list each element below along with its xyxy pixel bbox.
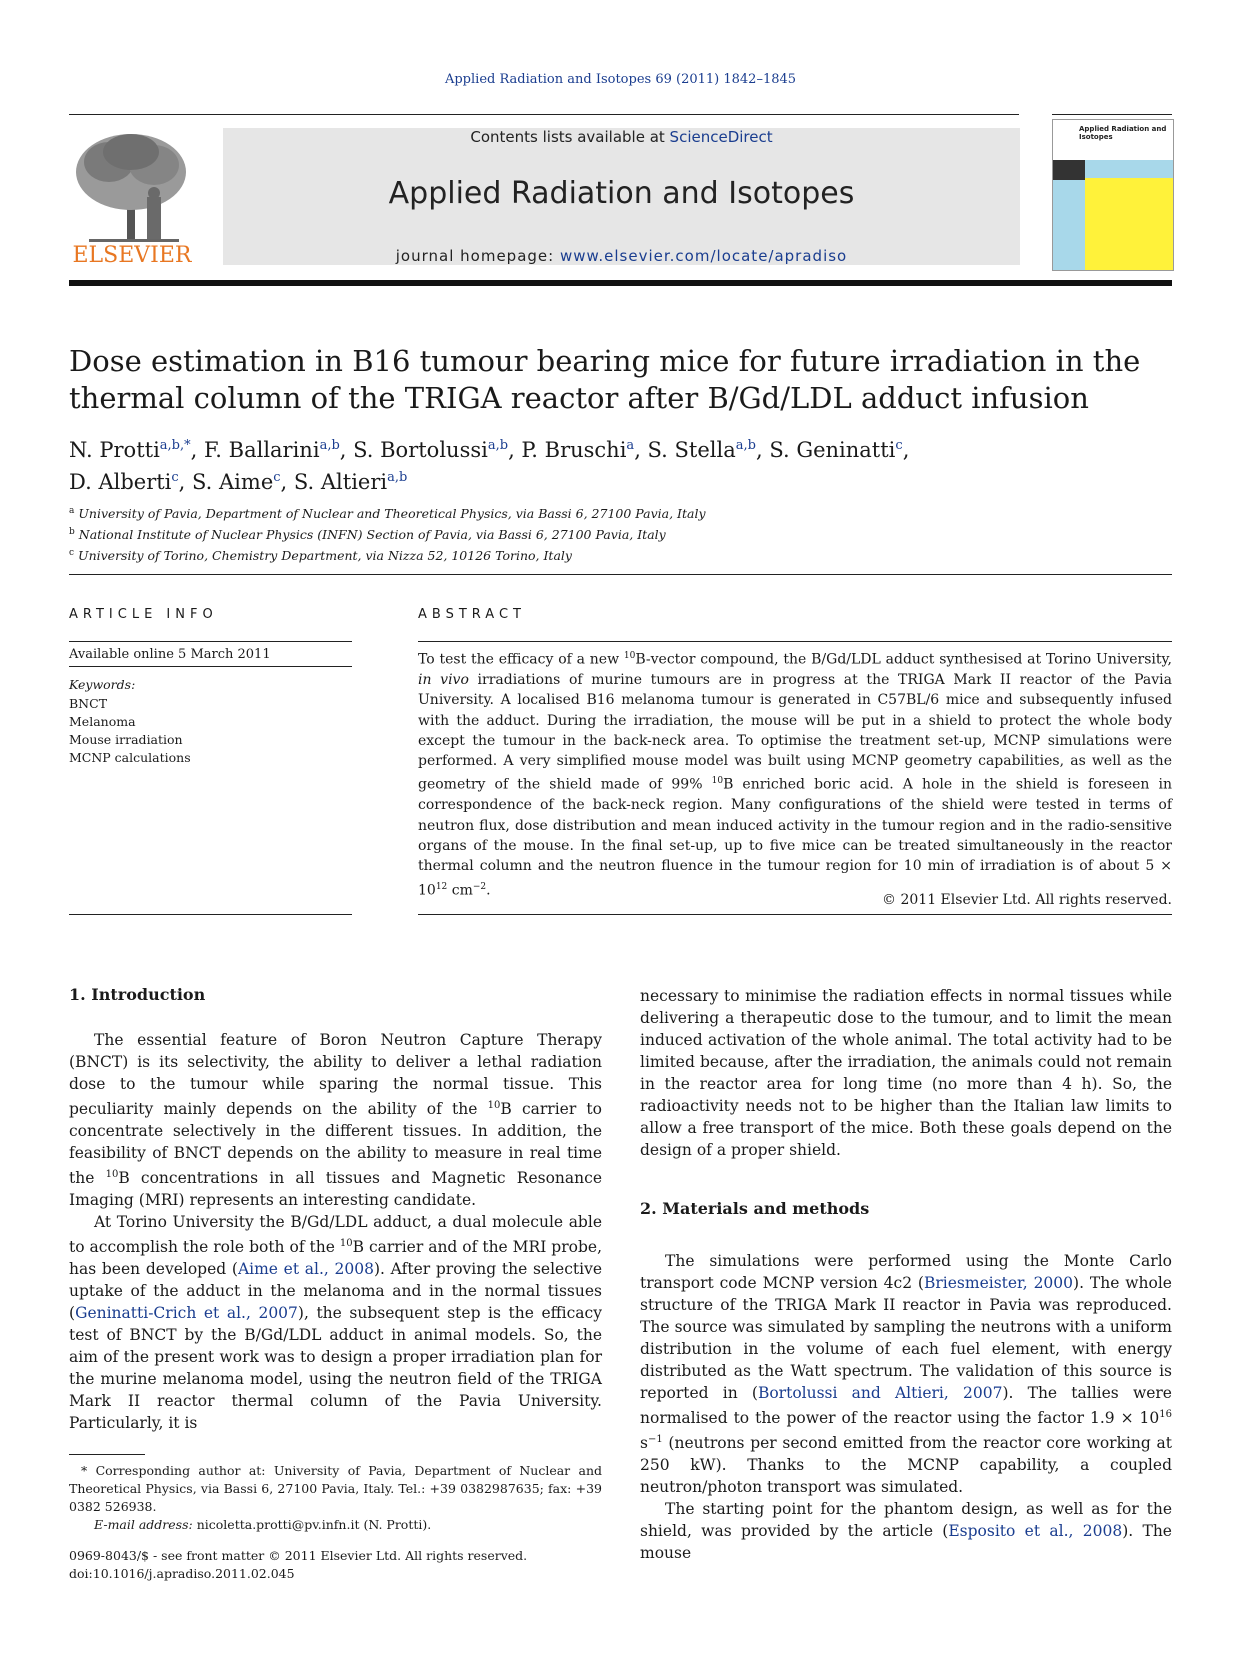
author: S. Stella$^{a,b}$, [647,438,770,462]
info-rule [69,641,352,642]
email-line: E-mail address: nicoletta.protti@pv.infn.it (N. Protti). [94,1517,432,1532]
paragraph: At Torino University the B/Gd/LDL adduct, a dual molecule able to accomplish the role both of the $^{10}$B carrier and of the MRI probe, has been developed (Aime et al., 2008). After proving the selective uptake of the adduct in the melanoma and in the normal tissues (Geninatti-Crich et al., 2007), the subsequent step is the efficacy test of BNCT by the B/Gd/LDL adduct in animal models. So, the aim of the present work was to design a proper irradiation plan for the murine melanoma model, using the neutron field of the TRIGA Mark II reactor thermal column of the Pavia University. Particularly, it is [69,1213,603,1433]
journal-cover-thumbnail[interactable] [1052,119,1174,271]
reference-link[interactable]: Esposito et al., 2008 [948,1522,1123,1541]
doi-line[interactable]: doi:10.1016/j.apradiso.2011.02.045 [69,1566,295,1581]
footnote-rule [69,1454,145,1455]
methods-heading: 2. Materials and methods [640,1199,870,1218]
journal-title: Applied Radiation and Isotopes [388,176,855,211]
sciencedirect-link[interactable]: ScienceDirect [669,128,773,146]
author-affil-link[interactable]: a,b [487,438,509,453]
author: S. Altieri$^{a,b}$ [293,470,408,494]
author: S. Aime$^c$, [192,470,294,494]
author-affil-link[interactable]: a,b, [159,438,185,453]
author-affil-link[interactable]: a [626,438,635,453]
author: S. Geninatti$^c$, [769,438,910,462]
paragraph: The simulations were performed using the Monte Carlo transport code MCNP version 4c2 (Briesmeister, 2000). The whole structure of the TRIGA Mark II reactor in Pavia was reproduced. The source was simulated by sampling the neutrons with a uniform distribution in the volume of each fuel element, with energy distributed as the Watt spectrum. The validation of this source is reported in (Bortolussi and Altieri, 2007). The tallies were normalised to the power of the reactor using the factor $1.9 \times 10^{16}$ $s^{-1}$ (neutrons per second emitted from the reactor core working at 250 kW). Thanks to the MCNP capability, a coupled neutron/photon transport was simulated. [640,1252,1172,1497]
affiliations [69,502,1172,565]
cover-title: Applied Radiation and Isotopes [1079,125,1167,141]
introduction-continued [640,985,1172,1161]
info-rule [69,914,352,915]
available-online: Available online 5 March 2011 [69,647,271,662]
paragraph: The essential feature of Boron Neutron Capture Therapy (BNCT) is its selectivity, the ability to deliver a lethal radiation dose to the tumour while sparing the normal tissue. This peculiarity mainly depends on the ability of the $^{10}$B carrier to concentrate selectively in the different tissues. In addition, the feasibility of BNCT depends on the ability to measure in real time the $^{10}$B concentrations in all tissues and Magnetic Resonance Imaging (MRI) represents an interesting candidate. [69,1031,602,1210]
homepage-line [223,247,1020,265]
homepage-link[interactable]: www.elsevier.com/locate/apradiso [559,247,848,265]
author-affil-link[interactable]: a,b [387,470,408,485]
author-affil-link[interactable]: a,b [735,438,756,453]
cover-yellow-panel [1085,178,1173,270]
header-thick-rule [69,280,1172,286]
homepage-prefix: journal homepage: [395,247,560,265]
author: D. Alberti$^c$, [69,470,193,494]
corresponding-star[interactable]: * [184,438,191,453]
journal-citation[interactable]: Applied Radiation and Isotopes 69 (2011) 1842–1845 [444,72,797,87]
reference-link[interactable]: Geninatti-Crich et al., 2007 [75,1304,298,1323]
abstract-rule [418,914,1172,915]
keyword: Mouse irradiation [69,732,183,747]
author-affil-link[interactable]: c [171,470,179,485]
affiliation: $^c$ University of Torino, Chemistry Department, via Nizza 52, 10126 Torino, Italy [69,548,572,564]
author-list [69,432,1172,496]
issn-line: 0969-8043/$ - see front matter © 2011 Elsevier Ltd. All rights reserved. [69,1548,528,1563]
keywords-label: Keywords: [69,677,136,692]
affiliation: $^b$ National Institute of Nuclear Physics (INFN) Section of Pavia, via Bassi 6, 27100 Pavia, Italy [69,527,666,543]
header-rule [69,114,1019,115]
keyword: BNCT [69,696,108,711]
affiliation: $^a$ University of Pavia, Department of Nuclear and Theoretical Physics, via Bassi 6, 27100 Pavia, Italy [69,506,706,522]
footnote-text: * Corresponding author at: University of Pavia, Department of Nuclear and Theoretical Physics, via Bassi 6, 27100 Pavia, Italy. Tel.: +39 0382987635; fax: +39 0382 526938. [69,1463,602,1514]
section-rule [69,574,1172,575]
author: F. Ballarini$^{a,b}$, [204,438,354,462]
journal-banner [223,128,1020,265]
paragraph: necessary to minimise the radiation effects in normal tissues while delivering a therapeutic dose to the tumour, and to limit the mean induced activation of the whole animal. The total activity had to be limited because, after the irradiation, the animals could not remain in the reactor area for long time (no more than 4 h). So, the radioactivity needs not to be higher than the Italian law limits to allow a free transport of the mice. Both these goals depend on the design of a proper shield. [640,987,1172,1159]
contents-line [223,128,1020,146]
keyword: Melanoma [69,714,136,729]
info-rule [69,666,352,667]
abstract-text: To test the efficacy of a new $^{10}$B-vector compound, the B/Gd/LDL adduct synthesised at Torino University, in vivo irradiations of murine tumours are in progress at the TRIGA Mark II reactor of the Pavia University. A localised B16 melanoma tumour is generated in C57BL/6 mice and subsequently infused with the adduct. During the irradiation, the mouse will be put in a shield to protect the whole body except the tumour in the back-neck area. To optimise the treatment set-up, MCNP simulations were performed. A very simplified mouse model was built using MCNP geometry capabilities, as well as the geometry of the shield made of 99% $^{10}$B enriched boric acid. A hole in the shield is foreseen in correspondence of the back-neck region. Many configurations of the shield were tested in terms of neutron flux, dose distribution and mean induced activity in the tumour region and in the radio-sensitive organs of the mouse. In the final set-up, up to five mice can be treated simultaneously in the reactor thermal column and the neutron fluence in the tumour region for 10 min of irradiation is of about $5 \times 10^{12}$ $cm^{-2}$. [418,651,1172,899]
article-info-heading: ARTICLE INFO [69,607,218,622]
header-rule-right [1052,114,1172,115]
reference-link[interactable]: Briesmeister, 2000 [923,1274,1074,1292]
introduction-text [69,1029,602,1434]
abstract-heading: ABSTRACT [418,607,526,622]
methods-text [640,1250,1172,1564]
author-affil-link[interactable]: c [273,470,281,485]
email-link[interactable]: nicoletta.protti@pv.infn.it [196,1517,360,1532]
author: S. Bortolussi$^{a,b}$, [353,438,522,462]
contents-prefix: Contents lists available at [470,128,670,146]
publisher-name: ELSEVIER [72,243,192,268]
reference-link[interactable]: Bortolussi and Altieri, 2007 [757,1384,1003,1402]
reference-link[interactable]: Aime et al., 2008 [237,1260,374,1279]
front-matter [69,1547,527,1583]
author: N. Protti$^{a,b,*}$, [69,438,204,462]
keyword: MCNP calculations [69,750,191,765]
elsevier-logo[interactable] [69,127,195,267]
cover-dark-panel [1053,160,1085,180]
abstract-rule [418,641,1172,642]
author-affil-link[interactable]: c [895,438,903,453]
author: P. Bruschi$^a$, [521,438,648,462]
copyright: © 2011 Elsevier Ltd. All rights reserved. [882,892,1172,908]
author-affil-link[interactable]: a,b [319,438,340,453]
corresponding-author-footnote [69,1462,602,1534]
introduction-heading: 1. Introduction [69,985,206,1004]
title-line-2: thermal column of the TRIGA reactor after B/Gd/LDL adduct infusion [69,381,1089,415]
paragraph: The starting point for the phantom design, as well as for the shield, was provided by the article (Esposito et al., 2008). The mouse [640,1500,1172,1563]
title-line-1: Dose estimation in B16 tumour bearing mice for future irradiation in the [69,344,1141,378]
keywords-list [69,695,191,767]
article-title [69,343,1172,417]
cover-blue-strip [1085,160,1173,178]
